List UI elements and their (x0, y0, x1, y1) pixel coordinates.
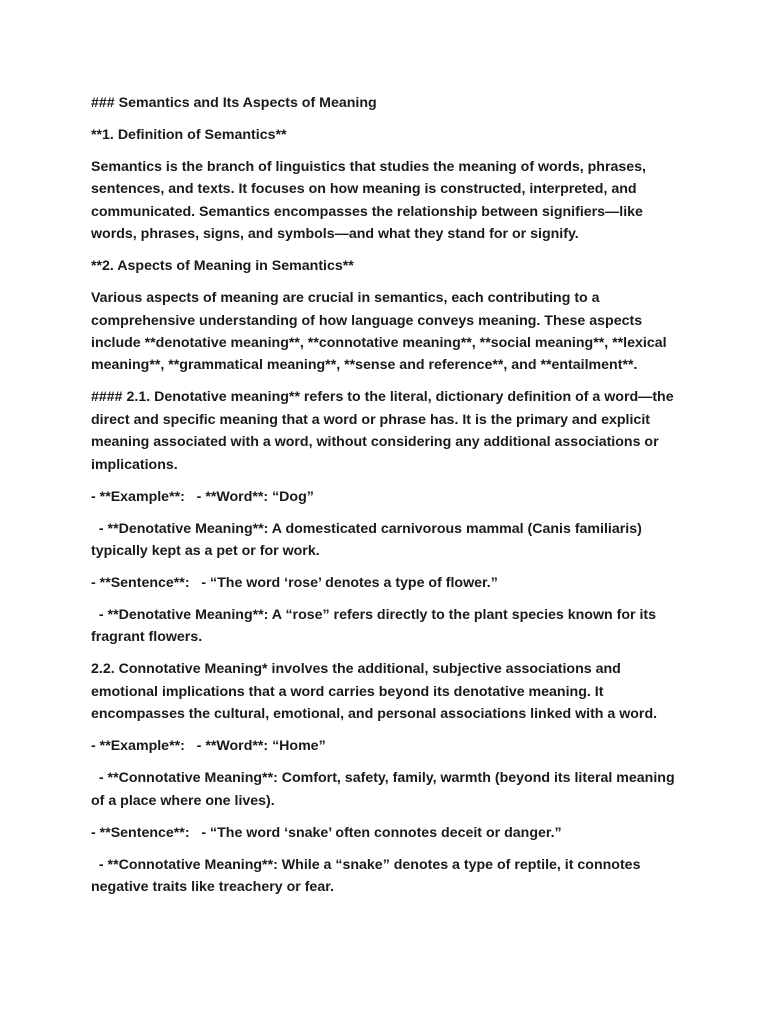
paragraph-connotative: 2.2. Connotative Meaning* involves the additional, subjective associations and emotional implications that a word carries beyond its denotative meaning. It encompasses the cultural, emotional, and personal associations linked with a word. (91, 661, 658, 723)
example-home: - **Example**: - **Word**: “Home” (91, 738, 326, 755)
paragraph-aspects: Various aspects of meaning are crucial in semantics, each contributing to a comprehensive understanding of how language conveys meaning. These aspects include **denotative meaning**, **connotative meaning**, **social meaning**, **lexical meaning**, **grammatical meaning**, **sense and reference**, and **entailment**. (91, 290, 671, 374)
denotative-meaning-dog: - **Denotative Meaning**: A domesticated carnivorous mammal (Canis familiaris) typically kept as a pet or for work. (91, 520, 646, 560)
sentence-rose: - **Sentence**: - “The word ‘rose’ denotes a type of flower.” (91, 575, 498, 592)
example-dog: - **Example**: - **Word**: “Dog” (91, 488, 314, 505)
paragraph-definition: Semantics is the branch of linguistics that studies the meaning of words, phrases, sentences, and texts. It focuses on how meaning is constructed, interpreted, and communicated. Semantics encompasses the relationship between signifiers—like words, phrases, signs, and symbols—and what they stand for or signify. (91, 159, 650, 243)
paragraph-denotative: #### 2.1. Denotative meaning** refers to the literal, dictionary definition of a word—the direct and specific meaning that a word or phrase has. It is the primary and explicit meaning associated with a word, without considering any additional associations or implications. (91, 389, 678, 473)
section-heading-aspects: **2. Aspects of Meaning in Semantics** (91, 258, 354, 275)
denotative-meaning-rose: - **Denotative Meaning**: A “rose” refers directly to the plant species known for its fragrant flowers. (91, 607, 660, 646)
sentence-snake: - **Sentence**: - “The word ‘snake’ often connotes deceit or danger.” (91, 824, 562, 841)
connotative-meaning-home: - **Connotative Meaning**: Comfort, safety, family, warmth (beyond its literal meaning of a place where one lives). (91, 770, 679, 809)
section-heading-definition: **1. Definition of Semantics** (91, 127, 287, 143)
connotative-meaning-snake: - **Connotative Meaning**: While a “snake” denotes a type of reptile, it connotes negative traits like treachery or fear. (91, 856, 645, 896)
heading-title: ### Semantics and Its Aspects of Meaning (91, 95, 377, 111)
